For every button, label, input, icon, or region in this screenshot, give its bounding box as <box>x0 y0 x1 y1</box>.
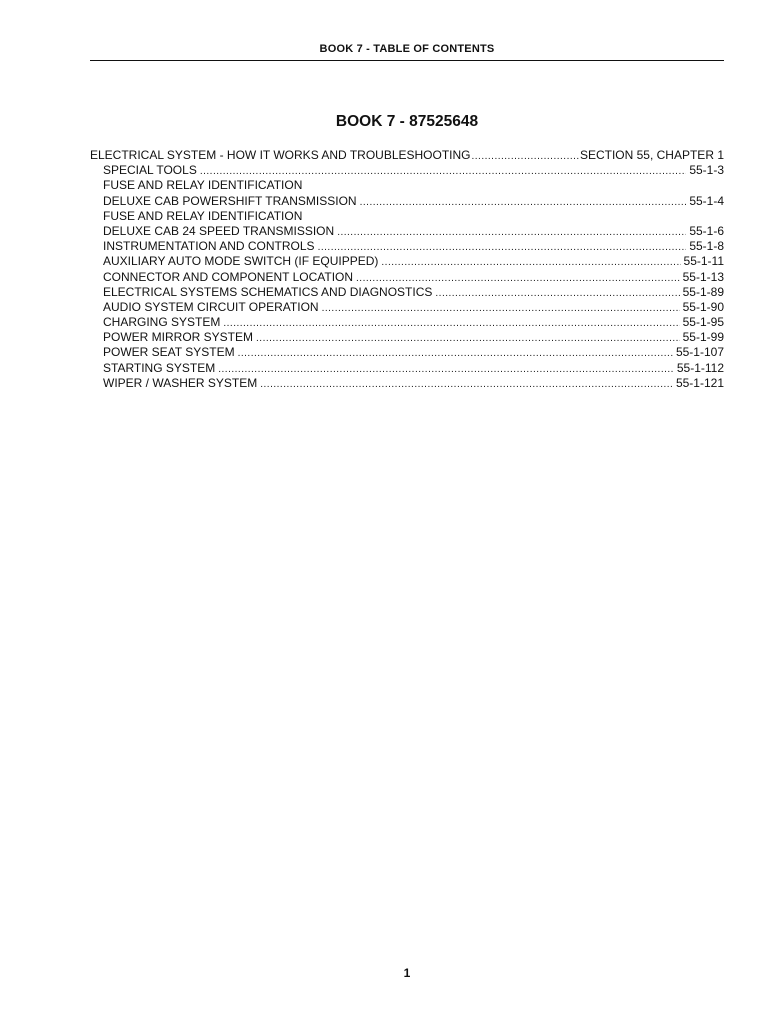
dot-leader <box>200 164 686 178</box>
toc-entry <box>90 209 724 224</box>
toc-entry-page: 55-1-90 <box>682 299 724 314</box>
dot-leader <box>218 362 674 376</box>
toc-entry-label: CHARGING SYSTEM <box>103 315 221 330</box>
toc-entry-label: INSTRUMENTATION AND CONTROLS <box>103 239 315 254</box>
toc-entry[interactable] <box>90 376 724 391</box>
toc-entry-label: POWER SEAT SYSTEM <box>103 345 235 360</box>
page-number: 1 <box>403 966 411 980</box>
toc-entry-page: 55-1-11 <box>683 254 724 269</box>
toc-entry[interactable] <box>90 239 724 254</box>
toc-entry[interactable] <box>90 361 724 376</box>
toc-entry-label: AUDIO SYSTEM CIRCUIT OPERATION <box>103 299 319 314</box>
toc-entry-page: 55-1-6 <box>689 223 724 238</box>
toc-entry-page: 55-1-95 <box>682 315 724 330</box>
header-rule <box>90 60 724 61</box>
toc-entry-label: ELECTRICAL SYSTEM - HOW IT WORKS AND TROUBLESHOOTING <box>90 148 471 162</box>
toc-entry-label: FUSE AND RELAY IDENTIFICATION <box>103 178 303 193</box>
toc-entry <box>90 178 724 193</box>
toc-entry-label: DELUXE CAB POWERSHIFT TRANSMISSION <box>103 193 357 208</box>
toc-entry-page: 55-1-89 <box>682 284 724 299</box>
dot-leader <box>472 149 579 163</box>
dot-leader <box>260 377 673 391</box>
toc-entry-label: SPECIAL TOOLS <box>103 163 197 178</box>
toc-entry[interactable] <box>90 194 724 209</box>
toc-entry-label: FUSE AND RELAY IDENTIFICATION <box>103 208 303 223</box>
toc-entry-page: 55-1-3 <box>689 163 724 178</box>
toc-entry[interactable] <box>90 285 724 300</box>
dot-leader <box>322 301 680 315</box>
toc-entry-label: POWER MIRROR SYSTEM <box>103 330 254 345</box>
toc-entry-page: 55-1-107 <box>675 345 724 360</box>
toc-entry-label: DELUXE CAB 24 SPEED TRANSMISSION <box>103 223 335 238</box>
toc-entry[interactable] <box>90 254 724 269</box>
toc-entry-label: ELECTRICAL SYSTEMS SCHEMATICS AND DIAGNOSTICS <box>103 284 433 299</box>
toc-entry-label: WIPER / WASHER SYSTEM <box>103 375 258 390</box>
toc-entry-page: 55-1-4 <box>689 193 724 208</box>
toc-entry-page: 55-1-13 <box>682 269 724 284</box>
dot-leader <box>256 331 680 345</box>
book-title: BOOK 7 - 87525648 <box>335 113 479 130</box>
dot-leader <box>435 286 679 300</box>
toc-entry[interactable] <box>90 270 724 285</box>
table-of-contents <box>90 148 724 391</box>
toc-entry[interactable] <box>90 163 724 178</box>
toc-entry[interactable] <box>90 300 724 315</box>
dot-leader <box>360 195 687 209</box>
toc-entry-page: 55-1-99 <box>682 330 724 345</box>
toc-entry[interactable] <box>90 224 724 239</box>
running-header: BOOK 7 - TABLE OF CONTENTS <box>319 43 495 55</box>
dot-leader <box>337 225 686 239</box>
dot-leader <box>356 271 680 285</box>
toc-entry-page: 55-1-8 <box>689 239 724 254</box>
toc-entry-page: SECTION 55, CHAPTER 1 <box>579 148 724 162</box>
toc-main-entry[interactable] <box>90 148 724 163</box>
toc-entry[interactable] <box>90 315 724 330</box>
toc-entry-label: STARTING SYSTEM <box>103 360 216 375</box>
toc-entry[interactable] <box>90 345 724 360</box>
dot-leader <box>318 240 687 254</box>
toc-entry-label: AUXILIARY AUTO MODE SWITCH (IF EQUIPPED) <box>103 254 379 269</box>
dot-leader <box>381 255 680 269</box>
toc-entry-label: CONNECTOR AND COMPONENT LOCATION <box>103 269 354 284</box>
dot-leader <box>223 316 679 330</box>
toc-entry[interactable] <box>90 330 724 345</box>
toc-entry-page: 55-1-112 <box>676 360 724 375</box>
dot-leader <box>238 346 673 360</box>
toc-entry-page: 55-1-121 <box>675 375 724 390</box>
